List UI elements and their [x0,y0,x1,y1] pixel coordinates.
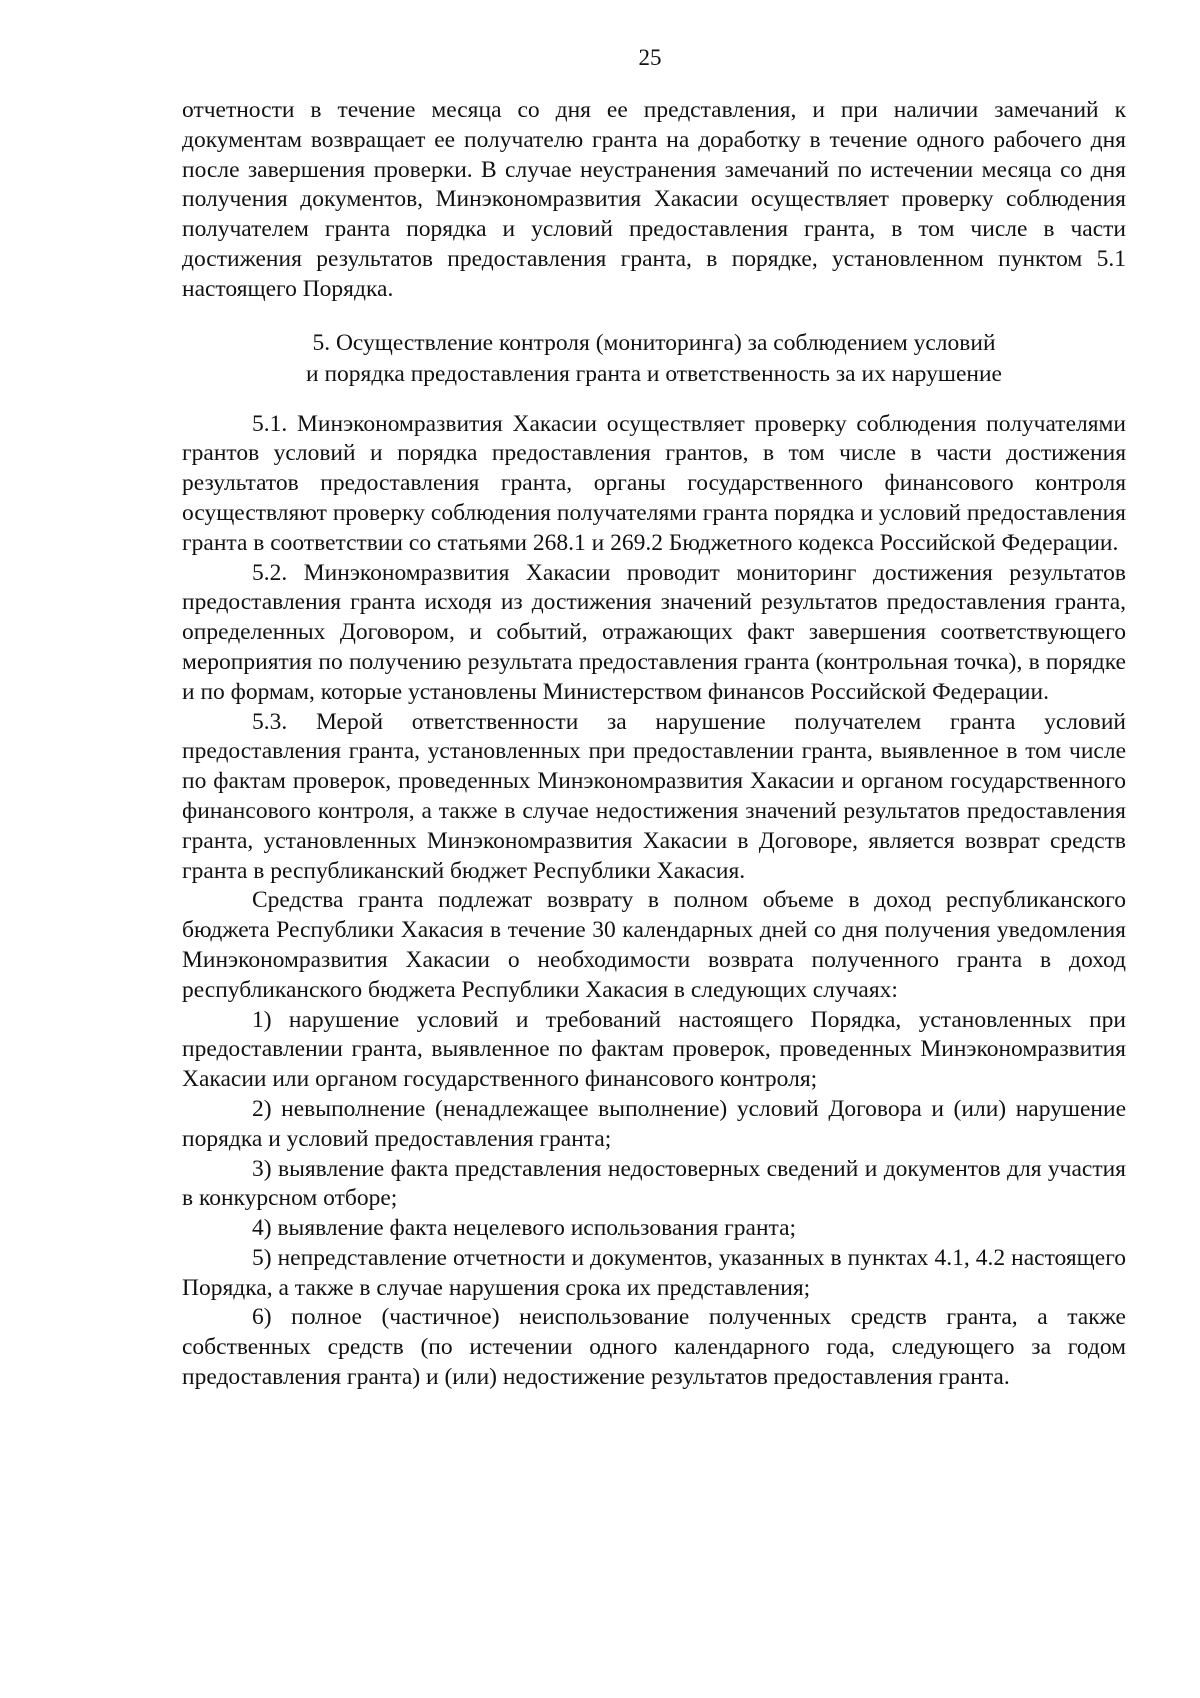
page-number: 25 [638,45,662,70]
section-title [182,328,1126,390]
section-title-line-1: 5. Осуществление контроля (мониторинга) за соблюдением условий [312,329,996,356]
paragraph-5-2: 5.2. Минэкономразвития Хакасии проводит мониторинг достижения результатов предоставления гранта исходя из достижения значений результатов предоставления гранта, определенных Договором, и событий, отражающих факт завершения соответствующего мероприятия по получению результата предоставления гранта (контрольная точка), в порядке и по формам, которые установлены Министерством финансов Российской Федерации. [182,559,1126,705]
paragraph-5-1: 5.1. Минэкономразвития Хакасии осуществляет проверку соблюдения получателями грантов условий и порядка предоставления грантов, в том числе в части достижения результатов предоставления гранта, органы государственного финансового контроля осуществляют проверку соблюдения получателями гранта порядка и условий предоставления гранта в соответствии со статьями 268.1 и 269.2 Бюджетного кодекса Российской Федерации. [182,410,1126,556]
list-item-3: 3) выявление факта представления недостоверных сведений и документов для участия в конкурсном отборе; [182,1155,1126,1212]
list-item-1: 1) нарушение условий и требований настоящего Порядка, установленных при предоставлении гранта, выявленное по фактам проверок, проведенных Минэкономразвития Хакасии или органом государственного финансового контроля; [182,1006,1126,1093]
list-item-5: 5) непредставление отчетности и документов, указанных в пунктах 4.1, 4.2 настоящего Порядка, а также в случае нарушения срока их представления; [182,1244,1126,1301]
section-title-line-2: и порядка предоставления гранта и ответственность за их нарушение [306,360,1002,387]
document-body [182,96,1126,1393]
list-item-6: 6) полное (частичное) неиспользование полученных средств гранта, а также собственных средств (по истечении одного календарного года, следующего за годом предоставления гранта) и (или) недостижение результатов предоставления гранта. [182,1304,1126,1391]
paragraph-5-3: 5.3. Мерой ответственности за нарушение получателем гранта условий предоставления гранта, установленных при предоставлении гранта, выявленное в том числе по фактам проверок, проведенных Минэкономразвития Хакасии и органом государственного финансового контроля, а также в случае недостижения значений результатов предоставления гранта, установленных Минэкономразвития Хакасии в Договоре, является возврат средств гранта в республиканский бюджет Республики Хакасия. [182,708,1126,884]
list-item-2: 2) невыполнение (ненадлежащее выполнение) условий Договора и (или) нарушение порядка и условий предоставления гранта; [182,1095,1126,1152]
list-item-4: 4) выявление факта нецелевого использования гранта; [252,1215,797,1242]
intro-paragraph: отчетности в течение месяца со дня ее представления, и при наличии замечаний к документам возвращает ее получателю гранта на доработку в течение одного рабочего дня после завершения проверки. В случае неустранения замечаний по истечении месяца со дня получения документов, Минэкономразвития Хакасии осуществляет проверку соблюдения получателем гранта порядка и условий предоставления гранта, в том числе в части достижения результатов предоставления гранта, в порядке, установленном пунктом 5.1 настоящего Порядка. [182,97,1126,302]
paragraph-refund-conditions: Средства гранта подлежат возврату в полном объеме в доход республиканского бюджета Республики Хакасия в течение 30 календарных дней со дня получения уведомления Минэкономразвития Хакасии о необходимости возврата полученного гранта в доход республиканского бюджета Республики Хакасия в следующих случаях: [182,887,1126,1003]
